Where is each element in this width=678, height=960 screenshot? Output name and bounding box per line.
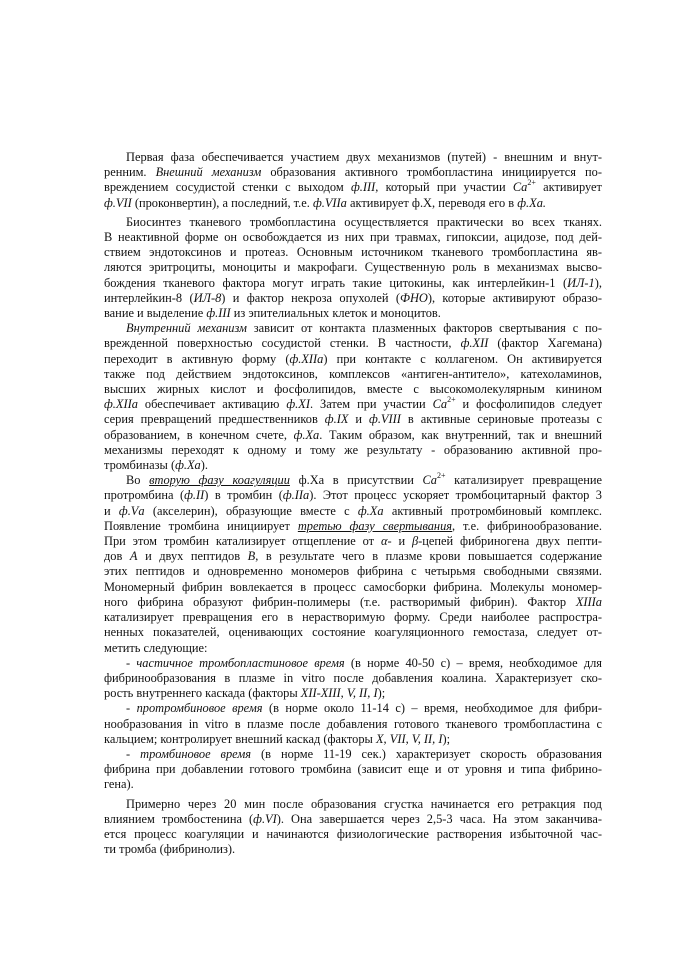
text-line: дов А и двух пептидов В, в результате чего в плазме крови повышается содержание bbox=[104, 549, 602, 564]
text-line: интерлейкин-8 (ИЛ-8) и фактор некроза опухолей (ФНО), которые активируют образо- bbox=[104, 290, 602, 305]
text-line: В неактивной форме он освобождается из них при травмах, гипоксии, ацидозе, под дей- bbox=[104, 230, 602, 245]
text-line: тромбиназы (ф.Ха). bbox=[104, 458, 208, 473]
text-line: влиянием тромбостенина (ф.VI). Она завершается через 2,5-3 часа. На этом заканчива- bbox=[104, 811, 602, 826]
body-text bbox=[104, 150, 602, 857]
text-line: Биосинтез тканевого тромбопластина осуществляется практически во всех тканях. bbox=[126, 214, 602, 229]
list-item: - протромбиновое время (в норме около 11-14 с) – время, необходимое для фибри- bbox=[126, 701, 602, 716]
text-line: высших жирных кислот и фосфолипидов, вместе с высокомолекулярным кинином bbox=[104, 382, 602, 397]
text-line: образованием, в конечном счете, ф.Ха. Таким образом, как внутренний, так и внешний bbox=[104, 427, 602, 442]
text-line: также под действием эндотоксинов, комплексов «антиген-антитело», катехоламинов, bbox=[104, 366, 602, 381]
text-line: ренним. Внешний механизм образования активного тромбопластина инициируется по- bbox=[104, 165, 602, 180]
text-line: фибринообразования в плазме in vitro после добавления коалина. Характеризует ско- bbox=[104, 670, 602, 685]
text-line: Внутренний механизм зависит от контакта плазменных факторов свертывания с по- bbox=[126, 321, 602, 336]
text-line: нообразования in vitro в плазме после добавления готового тканевого тромбопластина с bbox=[104, 716, 602, 731]
list-item: - частичное тромбопластиновое время (в норме 40-50 с) – время, необходимое для bbox=[126, 655, 603, 670]
text-line: гена). bbox=[104, 777, 134, 792]
list-item: - тромбиновое время (в норме 11-19 сек.) характеризует скорость образования bbox=[126, 746, 602, 761]
text-line: рость внутреннего каскада (факторы XII-XIII, V, II, I); bbox=[104, 686, 386, 701]
text-line: врежденной поверхностью сосудистой стенки. В частности, ф.XII (фактор Хагемана) bbox=[104, 336, 603, 351]
text-line: кальцием; контролирует внешний каскад (факторы X, VII, V, II, I); bbox=[104, 731, 451, 746]
text-line: ф.VII (проконвертин), а последний, т.е. ф.VIIа активирует ф.Х, переводя его в ф.Ха. bbox=[104, 195, 547, 210]
text-line: ется процесс коагуляции и начинаются физиологические растворения избыточной час- bbox=[104, 826, 602, 841]
text-line: катализирует превращения его в нерастворимую форму. Среди наиболее распростра- bbox=[104, 610, 602, 625]
text-line: бождения тканевого фактора могут играть такие цитокины, как интерлейкин-1 (ИЛ-1), bbox=[104, 275, 602, 290]
text-line: Примерно через 20 мин после образования сгустка начинается его ретракция под bbox=[126, 796, 602, 811]
text-line: механизмы переходят к одному и тому же результату - образованию активной про- bbox=[104, 442, 602, 457]
text-line: При этом тромбин катализирует отщепление от α- и β-цепей фибриногена двух пепти- bbox=[104, 534, 602, 549]
text-line: ствием эндотоксинов и протеаз. Основным источником тканевого тромбопластина яв- bbox=[104, 245, 602, 260]
text-line: серия превращений предшественников ф.IX и ф.VIII в активные сериновые протеазы с bbox=[104, 412, 603, 427]
text-line: ненных показателей, оценивающих состояние коагуляционного гемостаза, следует от- bbox=[104, 625, 602, 640]
text-line: вание и выделение ф.III из эпителиальных клеток и моноцитов. bbox=[104, 306, 441, 321]
text-line: Мономерный фибрин вовлекается в процесс самосборки фибрина. Молекулы мономер- bbox=[104, 579, 602, 594]
text-line: ти тромба (фибринолиз). bbox=[104, 842, 236, 857]
text-line: ного фибрина образуют фибрин-полимеры (т.е. растворимый фибрин). Фактор XIIIа bbox=[104, 594, 602, 609]
text-line: Первая фаза обеспечивается участием двух механизмов (путей) - внешним и внут- bbox=[126, 150, 602, 164]
text-line: метить следующие: bbox=[104, 640, 208, 655]
text-line: и ф.Vа (акселерин), образующие вместе с ф.Ха активный протромбиновый комплекс. bbox=[104, 503, 602, 518]
text-line: фибрина при добавлении готового тромбина (зависит еще и от уровня и типа фибрино- bbox=[104, 762, 602, 777]
text-line: переходит в активную форму (ф.XIIа) при контакте с коллагеном. Он активируется bbox=[104, 351, 603, 366]
text-line: этих пептидов и одновременно мономеров фибрина с четырьмя свободными связями. bbox=[104, 564, 602, 579]
text-line: Во вторую фазу коагуляции ф.Ха в присутствии $Ca^{2+}$ катализирует превращение bbox=[126, 471, 602, 488]
text-line: протромбина (ф.II) в тромбин (ф.IIа). Этот процесс ускоряет тромбоцитарный фактор 3 bbox=[104, 488, 602, 503]
text-line: вреждением сосудистой стенки с выходом ф.III, который при участии $Ca^{2+}$ активирует bbox=[104, 178, 602, 195]
text-line: Появление тромбина инициирует третью фазу свертывания, т.е. фибринообразование. bbox=[104, 518, 602, 533]
text-line: ляются эритроциты, моноциты и макрофаги. Существенную роль в механизмах высво- bbox=[104, 260, 602, 275]
text-line: ф.XIIа обеспечивает активацию ф.XI. Затем при участии $Ca^{2+}$ и фосфолипидов следует bbox=[104, 395, 603, 412]
